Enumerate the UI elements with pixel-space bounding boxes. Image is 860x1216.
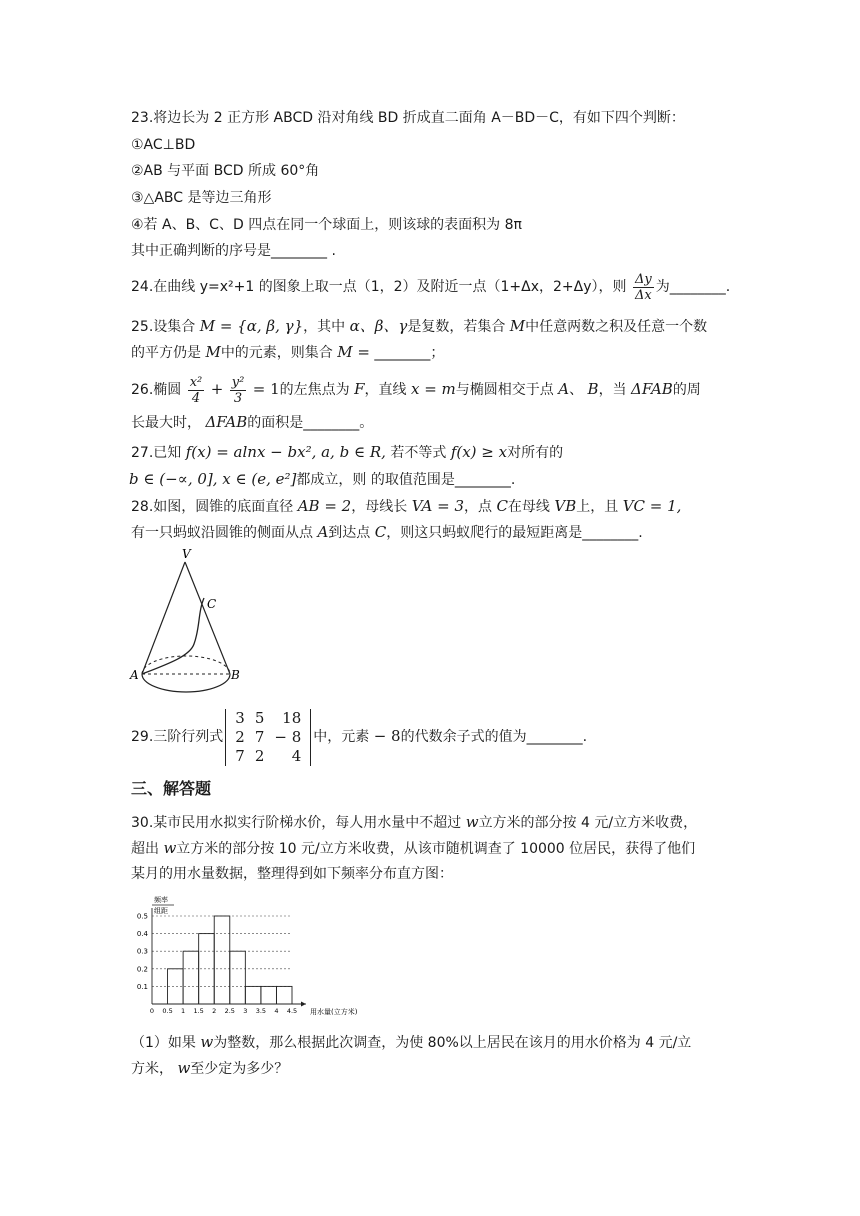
q26-text: 长最大时， xyxy=(131,415,201,431)
q28-text: ，点 xyxy=(463,499,492,515)
q26-line-2 xyxy=(131,412,373,433)
histogram-bar xyxy=(183,951,199,1004)
q26-A-math: A xyxy=(558,380,570,398)
q26-eq: = 1 xyxy=(252,380,280,398)
q30-text: 方米， xyxy=(131,1061,173,1077)
cone-base-front xyxy=(142,674,230,692)
x-tick-label: 4 xyxy=(274,1007,279,1015)
q26-B-math: B xyxy=(587,380,599,398)
x-tick-label: 0.5 xyxy=(162,1007,173,1015)
x-tick-label: 0 xyxy=(149,1007,155,1015)
q28-text: 在母线 xyxy=(507,499,550,515)
q26-text: ，直线 xyxy=(364,382,407,398)
q27-text: 27.已知 xyxy=(131,445,182,461)
q30-line-2 xyxy=(131,838,695,859)
q29-text: 中，元素 xyxy=(313,729,370,745)
q23-item-2: ②AB 与平面 BCD 所成 60°角 xyxy=(131,163,320,179)
q28-vb-math: VB xyxy=(554,497,577,515)
q30-line-3: 某月的用水量数据，整理得到如下频率分布直方图： xyxy=(131,866,453,882)
det-cell: 7 xyxy=(235,746,245,765)
det-cell: 3 xyxy=(235,708,245,727)
q26-frac-num: x² xyxy=(189,374,203,390)
q28-A-math: A xyxy=(317,523,329,541)
q29-determinant xyxy=(225,709,311,766)
q24-frac-num: Δy xyxy=(634,271,652,287)
q26-frac-x xyxy=(188,375,205,406)
q30-text: 立方米的部分按 4 元/立方米收费， xyxy=(478,815,698,831)
q25-text: ________； xyxy=(374,345,445,361)
q28-line-2 xyxy=(131,522,643,543)
q24-post: 为________. xyxy=(655,279,731,295)
q27-text: 对所有的 xyxy=(507,445,564,461)
det-cell: 4 xyxy=(291,746,302,765)
q26-text: 与椭圆相交于点 xyxy=(455,382,554,398)
q25-line-2 xyxy=(131,342,444,363)
q28-ab-math: AB = 2 xyxy=(297,497,352,515)
q27-line-1 xyxy=(131,442,563,463)
det-row xyxy=(230,728,306,747)
q25-M-math: M xyxy=(205,343,221,361)
q25-text: 是复数，若集合 xyxy=(407,319,506,335)
y-tick-label: 0.5 xyxy=(136,912,148,921)
q30-text: （1）如果 xyxy=(131,1035,196,1051)
q25-text: 25.设集合 xyxy=(131,319,196,335)
q27-text: 都成立，则 的取值范围是________. xyxy=(296,472,516,488)
det-row xyxy=(230,747,306,766)
y-tick-label: 0.2 xyxy=(136,965,148,974)
q26-line-1 xyxy=(131,370,701,409)
q23-ask: 其中正确判断的序号是________ . xyxy=(131,243,336,259)
cone-base-back xyxy=(142,656,230,674)
q28-vc-math: VC = 1, xyxy=(622,497,682,515)
histogram-bar xyxy=(230,951,246,1004)
q23-item-4: ④若 A、B、C、D 四点在同一个球面上，则该球的表面积为 8π xyxy=(131,217,522,233)
q30-text: 立方米的部分按 10 元/立方米收费，从该市随机调查了 10000 位居民，获得了他们 xyxy=(176,841,696,857)
q28-text: ，则这只蚂蚁爬行的最短距离是________. xyxy=(386,525,643,541)
cone-generatrix-va xyxy=(142,562,185,674)
x-tick-label: 3.5 xyxy=(255,1007,267,1015)
y-tick-label: 0.1 xyxy=(136,982,148,991)
y-tick-label: 0.4 xyxy=(136,930,148,939)
q24-pre: 24.在曲线 y=x²+1 的图象上取一点（1，2）及附近一点（1+Δx，2+Δy），则 xyxy=(131,279,627,295)
q24 xyxy=(131,270,730,304)
x-tick-label: 3 xyxy=(243,1007,248,1015)
q29-text: 29.三阶行列式 xyxy=(131,729,224,745)
q26-triangle-math: ΔFAB xyxy=(631,380,673,398)
q30-text: 超出 xyxy=(131,841,159,857)
q26-text: 、 xyxy=(569,382,584,398)
cone-label-B: B xyxy=(231,668,240,682)
cone-label-A: A xyxy=(130,668,139,682)
q25-set-math: M = {α, β, γ} xyxy=(199,317,304,335)
histogram-bar xyxy=(214,916,230,1004)
det-cell: − 8 xyxy=(274,727,302,746)
q23-item-3: ③△ABC 是等边三角形 xyxy=(131,190,272,206)
q30-w-math: w xyxy=(465,813,479,831)
q25-M-math: M xyxy=(509,317,526,335)
q28-text: 有一只蚂蚁沿圆锥的侧面从点 xyxy=(131,525,313,541)
q29 xyxy=(131,704,587,769)
q30-text: 30.某市民用水拟实行阶梯水价，每人用水量中不超过 xyxy=(131,815,462,831)
q26-line-math: x = m xyxy=(410,380,456,398)
x-tick-label: 2 xyxy=(212,1007,217,1015)
q26-frac-den: 4 xyxy=(191,390,201,406)
histogram-bar xyxy=(276,986,292,1004)
q26-frac-den: 3 xyxy=(233,390,243,406)
q30-w-math: w xyxy=(163,839,177,857)
q30-w-math: w xyxy=(177,1059,191,1077)
y-label-denominator: 组距 xyxy=(154,907,168,915)
q26-F-math: F xyxy=(354,380,365,398)
q25-line-1 xyxy=(131,316,707,337)
q23-stem: 23.将边长为 2 正方形 ABCD 沿对角线 BD 折成直二面角 A－BD－C，有如下四个判断： xyxy=(131,110,685,126)
q30-sub1-line-2 xyxy=(131,1058,288,1079)
q30-w-math: w xyxy=(200,1033,214,1051)
q26-text: ，当 xyxy=(598,382,627,398)
q23-item-1: ①AC⊥BD xyxy=(131,137,196,153)
ant-path xyxy=(142,598,204,674)
x-tick-label: 4.5 xyxy=(286,1007,298,1015)
det-cell: 7 xyxy=(254,727,265,746)
cone-label-V: V xyxy=(182,547,191,561)
q28-text: 到达点 xyxy=(328,525,371,541)
q28-C-math: C xyxy=(374,523,387,541)
q25-text: 的平方仍是 xyxy=(131,345,201,361)
y-tick-label: 0.3 xyxy=(136,947,148,956)
q26-triangle-math: ΔFAB xyxy=(205,413,248,431)
q26-text: 的面积是________。 xyxy=(247,415,374,431)
cone-label-C: C xyxy=(207,597,217,611)
q24-frac-den: Δx xyxy=(634,287,652,303)
cone-generatrix-vb xyxy=(185,562,230,674)
q29-text: 的代数余子式的值为________. xyxy=(400,729,588,745)
det-row xyxy=(230,709,306,728)
q28-C-math: C xyxy=(496,497,508,515)
q28-line-1 xyxy=(131,496,681,517)
q26-text: 的左焦点为 xyxy=(279,382,350,398)
x-axis-label: 用水量(立方米) xyxy=(310,1008,358,1016)
q27-func-math: f(x) = alnx − bx², a, b ∈ R, xyxy=(185,443,386,461)
q25-eq-math: M = xyxy=(337,343,370,361)
q26-frac-num: y² xyxy=(231,374,245,390)
q28-text: 28.如图，圆锥的底面直径 xyxy=(131,499,294,515)
histogram-bar xyxy=(261,986,277,1004)
y-label-numerator: 频率 xyxy=(154,896,168,904)
q26-text: 的周 xyxy=(672,382,701,398)
histogram-bar xyxy=(245,986,261,1004)
q26-plus: + xyxy=(210,380,224,398)
q27-ineq-math: f(x) ≥ x xyxy=(450,443,508,461)
section-heading: 三、解答题 xyxy=(131,779,212,798)
x-axis-arrow xyxy=(301,1002,306,1007)
q25-text: 中任意两数之积及任意一个数 xyxy=(525,319,708,335)
q30-sub1-line-1 xyxy=(131,1032,691,1053)
x-tick-label: 2.5 xyxy=(224,1007,235,1015)
q30-line-1 xyxy=(131,812,697,833)
q28-text: 上，且 xyxy=(576,499,619,515)
q25-text: 中的元素，则集合 xyxy=(220,345,333,361)
det-cell: 2 xyxy=(254,746,265,765)
cone-figure xyxy=(128,546,258,696)
det-cell: 2 xyxy=(235,727,245,746)
frequency-histogram xyxy=(122,892,382,1022)
det-cell: 18 xyxy=(282,708,302,727)
q29-element-math: − 8 xyxy=(373,727,401,745)
q28-text: ，母线长 xyxy=(351,499,408,515)
q30-text: 为整数，那么根据此次调查，为使 80%以上居民在该月的用水价格为 4 元/立 xyxy=(213,1035,692,1051)
q24-fraction xyxy=(633,272,654,303)
q25-text: ，其中 xyxy=(303,319,346,335)
x-tick-label: 1 xyxy=(181,1007,186,1015)
det-cell: 5 xyxy=(254,708,265,727)
q25-vars-math: α、β、γ xyxy=(349,317,408,335)
q27-line-2 xyxy=(129,469,515,490)
q30-text: 至少定为多少？ xyxy=(190,1061,289,1077)
q26-text: 26.椭圆 xyxy=(131,382,182,398)
q28-va-math: VA = 3 xyxy=(411,497,464,515)
q27-cond-math: b ∈ (−∝, 0], x ∈ (e, e²] xyxy=(129,470,297,488)
x-tick-label: 1.5 xyxy=(193,1007,204,1015)
q27-text: 若不等式 xyxy=(390,445,447,461)
q26-frac-y xyxy=(230,375,247,406)
